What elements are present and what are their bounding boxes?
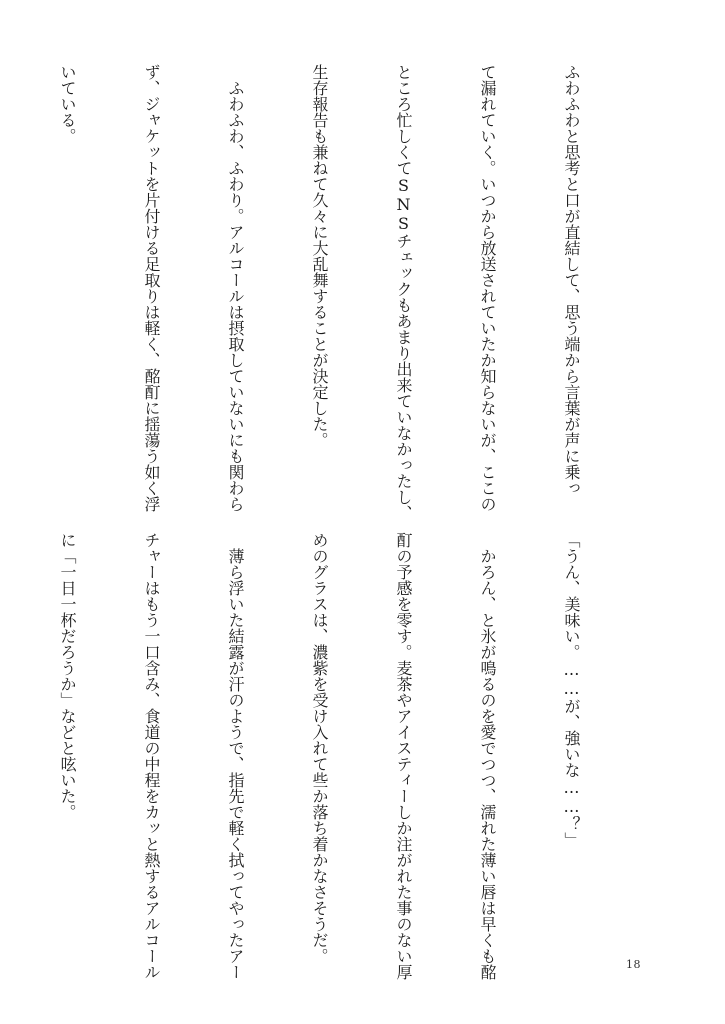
text-line: チャーはもう一口含み、食道の中程をカッと熱するアルコール xyxy=(142,532,161,980)
text-line: かろん、と氷が鳴るのを愛でつつ、濡れた薄い唇は早くも酩 xyxy=(478,532,497,980)
text-line: めのグラスは、濃紫を受け入れて些か落ち着かなさそうだ。 xyxy=(310,532,329,964)
text-line: ず、ジャケットを片付ける足取りは軽く、酩酊に揺蕩う如く浮 xyxy=(142,64,161,512)
text-line: いている。 xyxy=(58,64,77,144)
text-line: に「一日一杯だろうか」などと呟いた。 xyxy=(58,532,77,820)
text-line: ところ忙しくてSNSチェックもあまり出来ていなかったし、 xyxy=(394,64,413,521)
text-line: ふわふわと思考と口が直結して、思う端から言葉が声に乗っ xyxy=(562,64,581,496)
text-line: て漏れていく。いつから放送されていたか知らないが、ここの xyxy=(478,64,497,512)
text-line: 生存報告も兼ねて久々に大乱舞することが決定した。 xyxy=(310,64,329,448)
page-number: 18 xyxy=(626,958,641,971)
text-line: 「うん、美味い。……が、強いな……？」 xyxy=(562,532,581,848)
vertical-text-block-upper xyxy=(58,64,641,521)
text-line: 酊の予感を零す。麦茶やアイスティーしか注がれた事のない厚 xyxy=(394,532,413,980)
text-line: 薄ら浮いた結露が汗のようで、指先で軽く拭ってやったアー xyxy=(226,532,245,980)
text-line: ふわふわ、ふわり。アルコールは摂取していないにも関わら xyxy=(226,64,245,512)
